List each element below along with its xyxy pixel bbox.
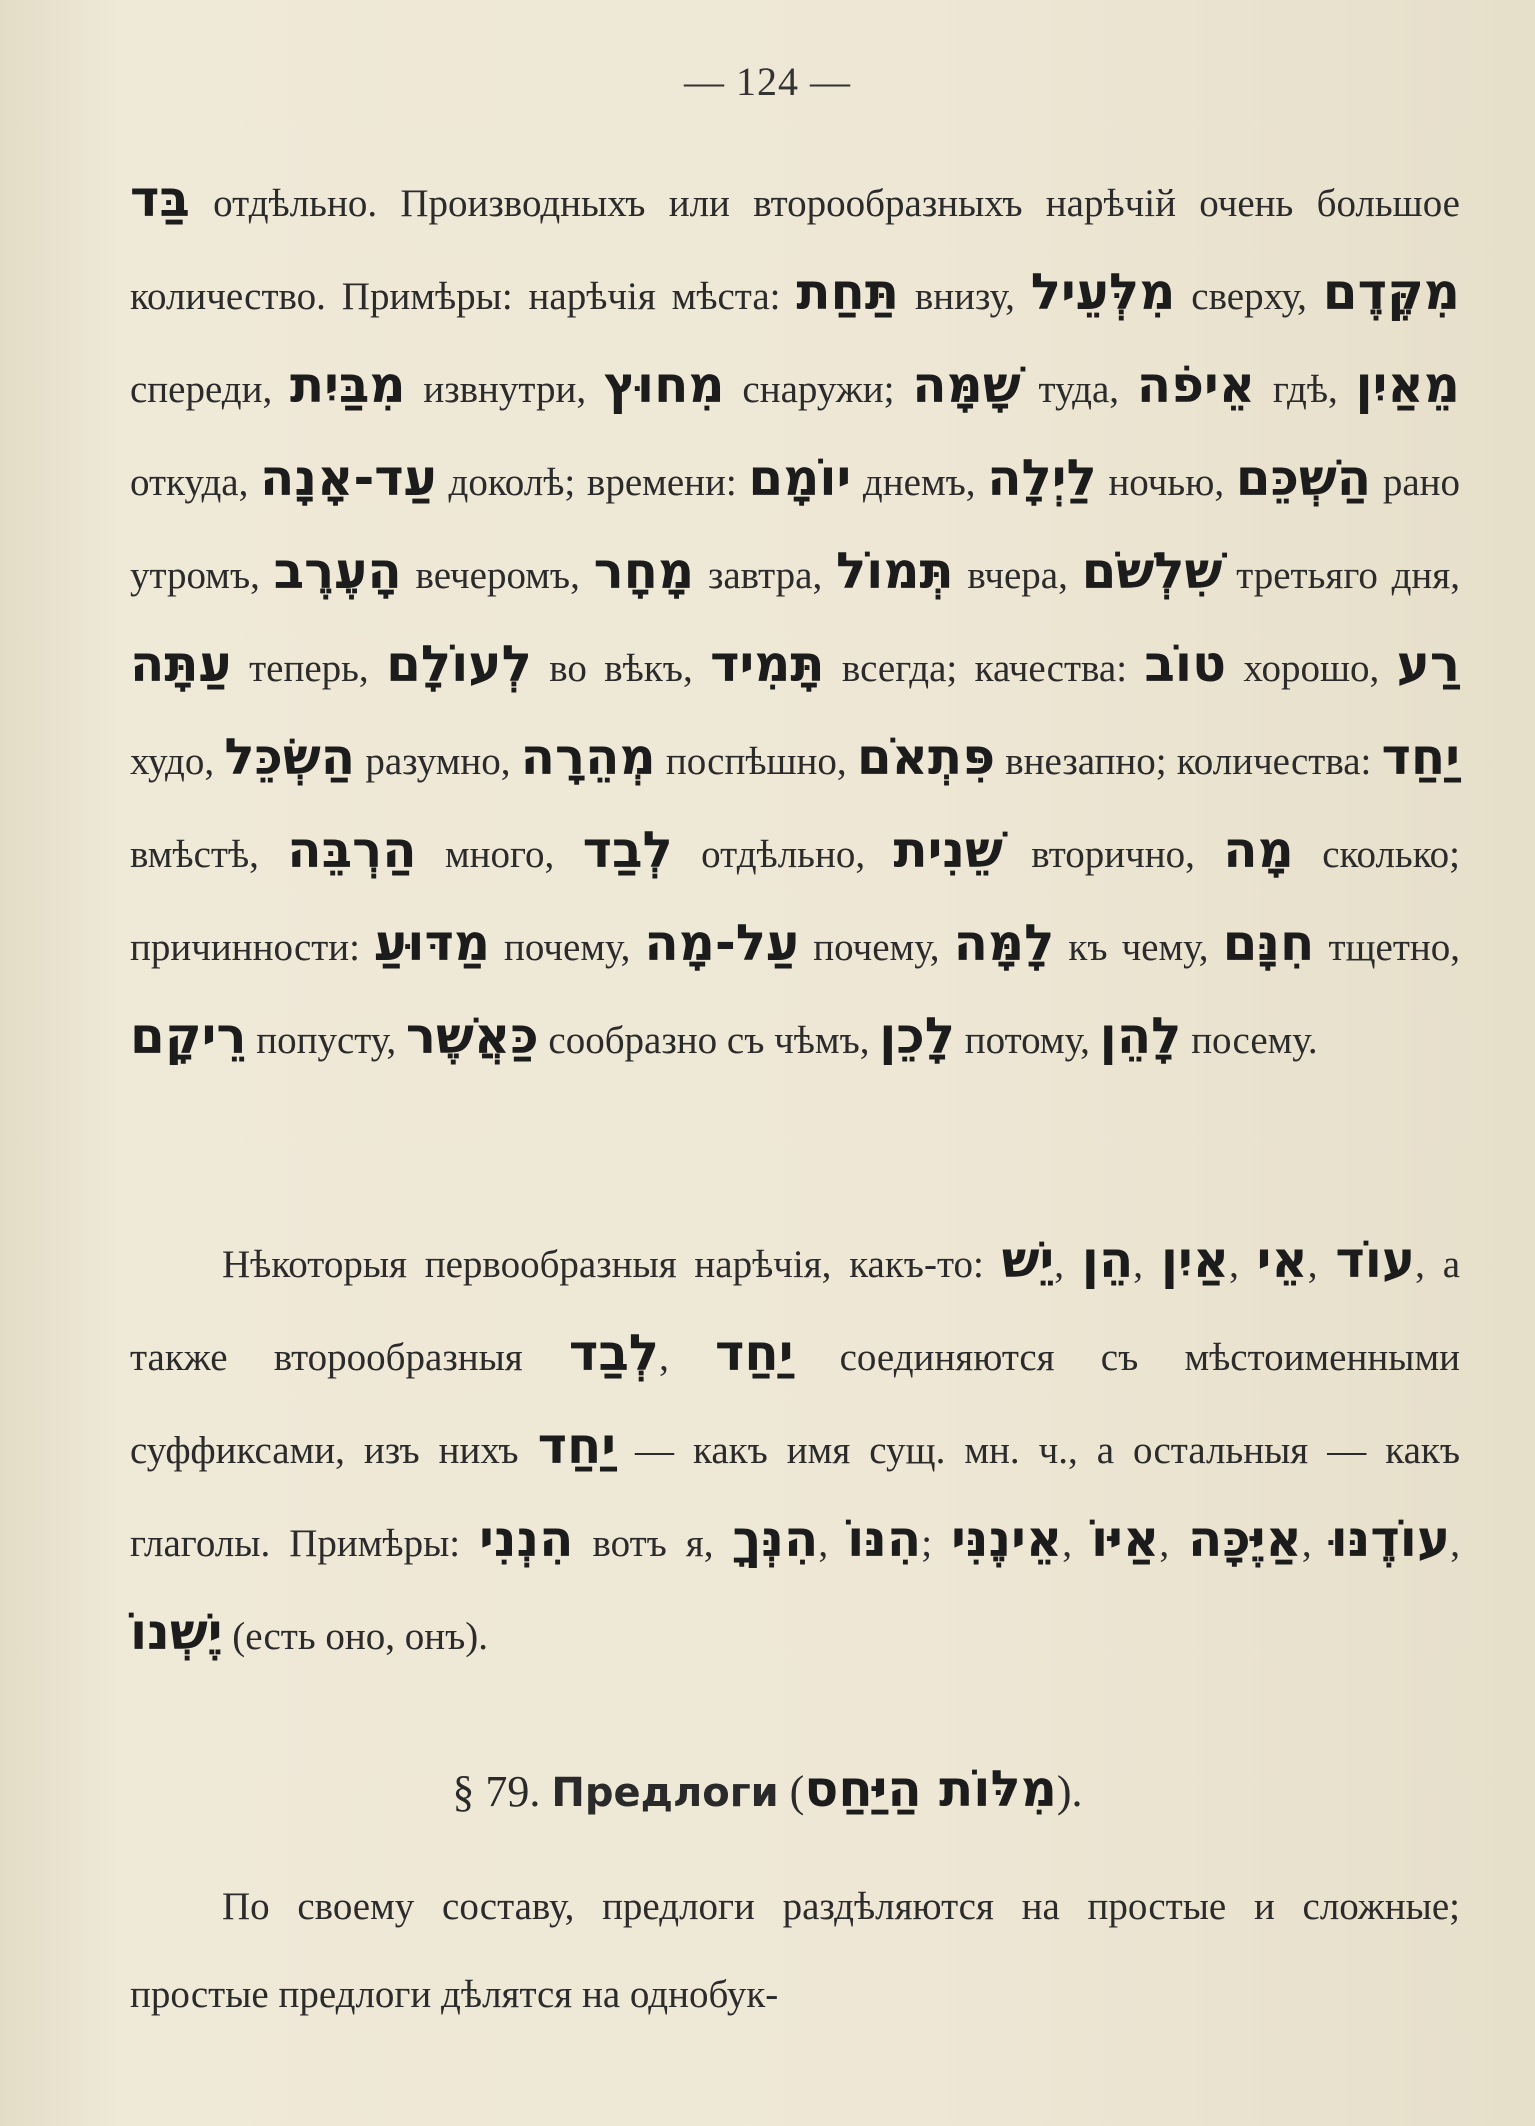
text-run: третьяго дня, (1222, 554, 1460, 597)
hebrew-word: יַחַד (537, 1417, 617, 1475)
hebrew-word: עַל-מָה (644, 914, 800, 972)
text-run: много, (416, 833, 583, 876)
text-run: гдѣ, (1255, 368, 1356, 411)
page-number: — 124 — (684, 59, 851, 104)
hebrew-word: הָעֶרֶב (273, 542, 402, 600)
text-run: попусту, (246, 1019, 406, 1062)
text-run: соединяются съ мѣстоименными суффиксами, изъ нихъ (130, 1336, 1460, 1472)
text-run: , (1062, 1522, 1092, 1565)
text-run: извнутри, (405, 368, 604, 411)
hebrew-word: אֵי (1256, 1231, 1308, 1289)
text-run: , (1054, 1243, 1082, 1286)
hebrew-word: עַתָּה (130, 635, 232, 693)
text-run: сколько; причинности: (130, 833, 1461, 969)
text-run: , (1133, 1243, 1161, 1286)
text-run: доколѣ; времени: (436, 461, 749, 504)
hebrew-word: לָהֵן (1099, 1007, 1182, 1065)
hebrew-word: שֵׁנִית (893, 821, 1003, 879)
text-run: почему, (490, 926, 645, 969)
hebrew-word: מִבַּיִת (290, 356, 406, 414)
hebrew-word: הִנְנִי (479, 1510, 574, 1568)
text-run: отдѣльно. Производныхъ или второобразныхъ нарѣчій очень большое количество. Примѣры: нарѣчія мѣста: (130, 182, 1460, 318)
text-run: вмѣстѣ, (130, 833, 288, 876)
text-run: Нѣкоторыя первообразныя нарѣчія, какъ-то: (222, 1243, 1002, 1286)
paragraph-prepositions (130, 1863, 1460, 2039)
text-run: хорошо, (1226, 647, 1397, 690)
text-run: почему, (799, 926, 954, 969)
text-run: ночью, (1096, 461, 1236, 504)
text-run: всегда; качества: (824, 647, 1145, 690)
close-paren: ). (1056, 1767, 1083, 1816)
hebrew-word: יֶשְׁנוֹ (130, 1603, 223, 1661)
text-run: спереди, (130, 368, 291, 411)
hebrew-word: שִׁלְשֹׁם (1081, 542, 1223, 600)
text-run: посему. (1181, 1019, 1318, 1062)
hebrew-word: עוֹדֶנּוּ (1330, 1510, 1451, 1568)
hebrew-word: לְבַד (568, 1324, 660, 1382)
hebrew-word: מַדּוּעַ (374, 914, 491, 972)
text-run: ; (921, 1522, 952, 1565)
text-run: , (1229, 1243, 1257, 1286)
open-paren: ( (789, 1767, 805, 1816)
text-run: теперь, (231, 647, 387, 690)
hebrew-word: פִּתְאֹם (856, 728, 996, 786)
hebrew-word: מִחוּץ (603, 356, 725, 414)
hebrew-word: רֵיקָם (130, 1007, 247, 1065)
text-run: сверху, (1175, 275, 1323, 318)
text-run: потому, (955, 1019, 1100, 1062)
hebrew-word: מֵאַיִן (1355, 356, 1460, 414)
text-run: вечеромъ, (401, 554, 594, 597)
text-run: къ чему, (1054, 926, 1223, 969)
text-run: отдѣльно, (672, 833, 894, 876)
text-run: вчера, (953, 554, 1082, 597)
text-run: вотъ я, (573, 1522, 733, 1565)
text-run: днемъ, (851, 461, 988, 504)
hebrew-word: אֵיפֹה (1136, 356, 1256, 414)
hebrew-word: מִקֶּדֶם (1322, 263, 1460, 321)
text-run: , (1450, 1522, 1461, 1565)
text-run: поспѣшно, (655, 740, 857, 783)
hebrew-word: אַיֶּכָּה (1188, 1510, 1302, 1568)
paragraph-suffixes (130, 1216, 1460, 1681)
text-run: тщетно, (1314, 926, 1460, 969)
hebrew-word: מִלְּעֵיל (1030, 263, 1176, 321)
text-run: внизу, (899, 275, 1031, 318)
hebrew-word: יוֹמָם (748, 449, 852, 507)
hebrew-word: הֵן (1081, 1231, 1134, 1289)
hebrew-word: מְהֵרָה (520, 728, 656, 786)
hebrew-word: לָכֵן (879, 1007, 955, 1065)
text-run: туда, (1020, 368, 1137, 411)
section-hebrew-title: מִלּוֹת הַיַּחַס (804, 1760, 1057, 1818)
section-heading (0, 1760, 1535, 1818)
hebrew-word: לְבַד (582, 821, 673, 879)
hebrew-word: כַּאֲשֶׁר (405, 1007, 539, 1065)
hebrew-word: יֵשׁ (1001, 1231, 1055, 1289)
hebrew-word: הִנּוֹ (847, 1510, 922, 1568)
hebrew-word: תַּחַת (796, 263, 899, 321)
text-run: откуда, (130, 461, 261, 504)
hebrew-word: אַיִן (1160, 1231, 1230, 1289)
hebrew-word: שָׁמָּה (912, 356, 1021, 414)
hebrew-word: רַע (1396, 635, 1461, 693)
hebrew-word: בַּד (130, 170, 190, 228)
text-run: худо, (130, 740, 225, 783)
text-run: рано утромъ, (130, 461, 1460, 597)
text-run: во вѣкъ, (531, 647, 711, 690)
text-run: разумно, (355, 740, 521, 783)
hebrew-word: תָּמִיד (710, 635, 825, 693)
hebrew-word: תְּמוֹל (835, 542, 954, 600)
text-run: — какъ имя сущ. мн. ч., а остальныя — какъ глаголы. Примѣры: (130, 1429, 1460, 1565)
text-run: (есть оно, онъ). (222, 1615, 489, 1658)
hebrew-word: לָמָּה (953, 914, 1055, 972)
hebrew-word: עוֹד (1335, 1231, 1416, 1289)
hebrew-word: יַחַד (1381, 728, 1460, 786)
hebrew-word: הִנְּךָ (732, 1510, 819, 1568)
section-title: Предлоги (551, 1770, 779, 1816)
hebrew-word: טוֹב (1144, 635, 1227, 693)
hebrew-word: הַשְׁכֵּם (1235, 449, 1372, 507)
text-run: внезапно; количества: (995, 740, 1382, 783)
text-run: , (1307, 1243, 1336, 1286)
paragraph-body (130, 1216, 1460, 1681)
hebrew-word: יַחַד (714, 1324, 794, 1382)
hebrew-word: אַיּוֹ (1091, 1510, 1160, 1568)
text-run: , (818, 1522, 848, 1565)
text-run: , (659, 1336, 715, 1379)
text-run: , (1159, 1522, 1189, 1565)
section-number: § 79. (452, 1767, 541, 1816)
paragraph-adverbs-examples (130, 155, 1460, 1085)
text-run: , а также второобразныя (130, 1243, 1461, 1379)
paragraph-body (130, 155, 1460, 1085)
hebrew-word: הַשְׂכֵּל (224, 728, 356, 786)
text-run: сообразно съ чѣмъ, (538, 1019, 880, 1062)
text-run: , (1301, 1522, 1331, 1565)
hebrew-word: עַד-אָנָה (260, 449, 437, 507)
text-run: вторично, (1002, 833, 1224, 876)
hebrew-word: לְעוֹלָם (386, 635, 532, 693)
hebrew-word: לַיְלָה (987, 449, 1097, 507)
hebrew-word: מָה (1223, 821, 1294, 879)
hebrew-word: אֵינֶנִּי (951, 1510, 1063, 1568)
paragraph-body: По своему составу, предлоги раздѣляются на простые и сложные; простые предлоги дѣлятся на однобук- (130, 1885, 1460, 2016)
hebrew-word: מָחָר (593, 542, 695, 600)
text-run: завтра, (694, 554, 836, 597)
text-run: снаружи; (724, 368, 913, 411)
hebrew-word: הַרְבֵּה (287, 821, 417, 879)
hebrew-word: חִנָּם (1222, 914, 1315, 972)
